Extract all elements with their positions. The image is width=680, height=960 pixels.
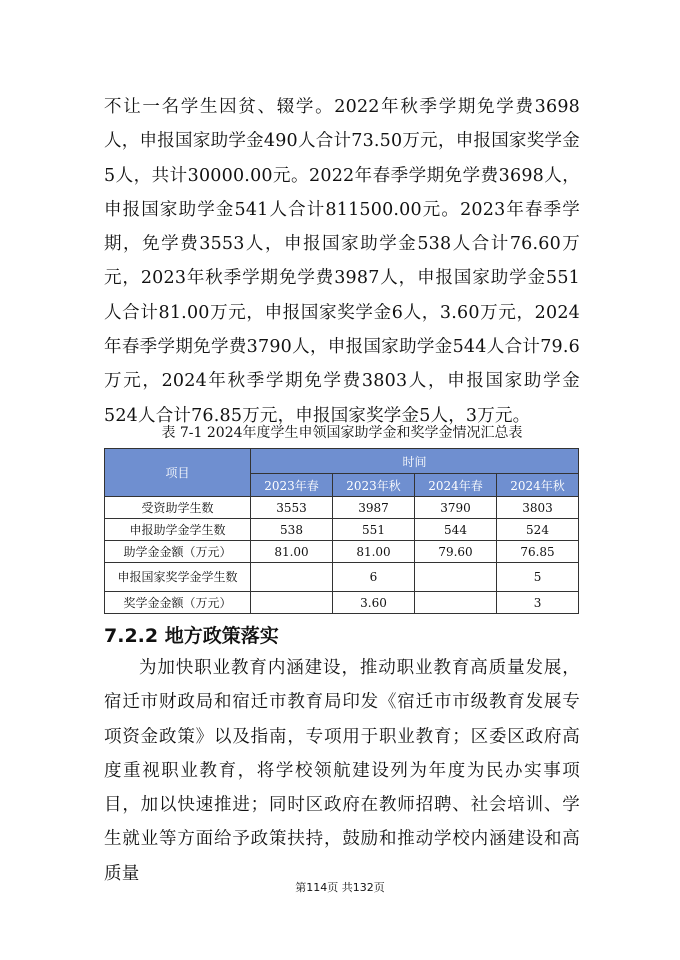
table-header-period: 2024年秋 <box>497 474 579 497</box>
table-row-label: 受资助学生数 <box>105 497 251 519</box>
section-heading: 7.2.2 地方政策落实 <box>104 625 279 647</box>
table-cell: 6 <box>333 563 415 592</box>
scholarship-summary-table <box>104 448 579 614</box>
table-cell: 544 <box>415 519 497 541</box>
table-cell: 81.00 <box>251 541 333 563</box>
table-cell: 81.00 <box>333 541 415 563</box>
table-row <box>105 563 579 592</box>
table-cell: 524 <box>497 519 579 541</box>
table-cell: 3987 <box>333 497 415 519</box>
table-header-period: 2023年秋 <box>333 474 415 497</box>
table-cell <box>415 563 497 592</box>
table-row <box>105 541 579 563</box>
table-cell: 551 <box>333 519 415 541</box>
table-cell: 3790 <box>415 497 497 519</box>
table-caption: 表 7-1 2024年度学生申领国家助学金和奖学金情况汇总表 <box>161 425 523 441</box>
table-header-item: 项目 <box>105 449 251 497</box>
table-header-period: 2023年春 <box>251 474 333 497</box>
table-row <box>105 592 579 614</box>
body-paragraph-2: 为加快职业教育内涵建设，推动职业教育高质量发展，宿迁市财政局和宿迁市教育局印发《宿迁市市级教育发展专项资金政策》以及指南，专项用于职业教育；区委区政府高度重视职业教育，将学校领航建设列为年度为民办实事项目，加以快速推进；同时区政府在教师招聘、社会培训、学生就业等方面给予政策扶持，鼓励和推动学校内涵建设和高质量 <box>104 658 580 884</box>
table-cell: 3553 <box>251 497 333 519</box>
table-row-label: 奖学金金额（万元） <box>105 592 251 614</box>
page-footer: 第114页 共132页 <box>295 881 385 894</box>
table-cell: 3803 <box>497 497 579 519</box>
table-row <box>105 497 579 519</box>
table-row-label: 申报国家奖学金学生数 <box>105 563 251 592</box>
table-row-label: 助学金金额（万元） <box>105 541 251 563</box>
table-cell: 3 <box>497 592 579 614</box>
table-row-label: 申报助学金学生数 <box>105 519 251 541</box>
table-cell: 5 <box>497 563 579 592</box>
table-cell <box>251 563 333 592</box>
table-header-period: 2024年春 <box>415 474 497 497</box>
table-cell: 79.60 <box>415 541 497 563</box>
table-cell: 538 <box>251 519 333 541</box>
table-cell: 76.85 <box>497 541 579 563</box>
table-row <box>105 519 579 541</box>
table-cell: 3.60 <box>333 592 415 614</box>
body-paragraph-1: 不让一名学生因贫、辍学。2022年秋季学期免学费3698人，申报国家助学金490人合计73.50万元，申报国家奖学金5人，共计30000.00元。2022年春季学期免学费3698人，申报国家助学金541人合计811500.00元。2023年春季学期，免学费3553人，申报国家助学金538人合计76.60万元，2023年秋季学期免学费3987人，申报国家助学金551人合计81.00万元，申报国家奖学金6人，3.60万元，2024年春季学期免学费3790人，申报国家助学金544人合计79.6万元，2024年秋季学期免学费3803人，申报国家助学金524人合计76.85万元，申报国家奖学金5人，3万元。 <box>104 97 580 426</box>
table-cell <box>415 592 497 614</box>
table-header-time: 时间 <box>251 449 579 474</box>
table-cell <box>251 592 333 614</box>
